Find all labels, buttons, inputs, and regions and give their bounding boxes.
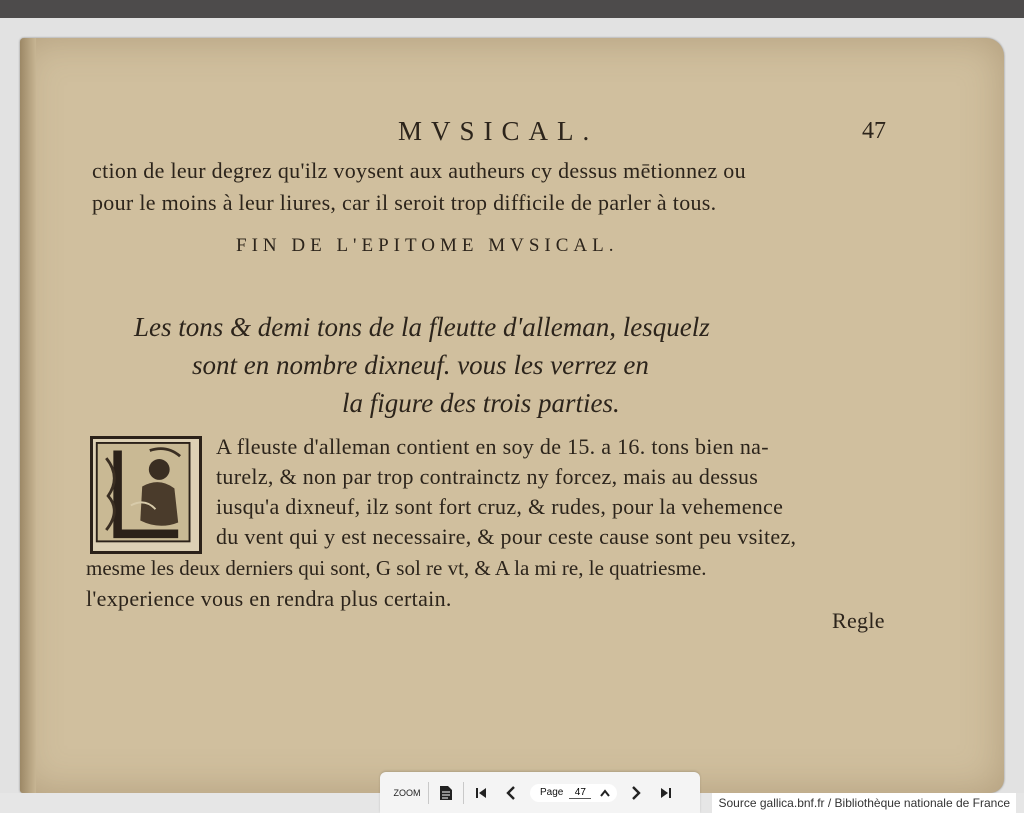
- page-spine: [20, 38, 36, 793]
- document-icon[interactable]: [431, 778, 461, 808]
- running-head: MVSICAL.: [398, 116, 599, 146]
- viewer-controls: [380, 772, 700, 813]
- document-viewer[interactable]: [0, 18, 1024, 793]
- text-line: pour le moins à leur liures, car il seroit trop difficile de parler à tous.: [92, 190, 717, 215]
- divider: [463, 782, 464, 804]
- italic-heading-line: Les tons & demi tons de la fleutte d'alleman, lesquelz: [134, 312, 710, 342]
- previous-page-icon[interactable]: [496, 778, 526, 808]
- page-up-icon[interactable]: [597, 785, 613, 801]
- page-label: Page: [540, 787, 564, 798]
- viewer-title-bar: [0, 0, 1024, 18]
- page-number: 47: [862, 118, 886, 144]
- section-end-heading: FIN DE L'EPITOME MVSICAL.: [236, 235, 619, 256]
- text-line: l'experience vous en rendra plus certain.: [86, 586, 452, 611]
- text-line: iusqu'a dixneuf, ilz sont fort cruz, & rudes, pour la vehemence: [216, 494, 784, 519]
- next-page-icon[interactable]: [621, 778, 651, 808]
- zoom-button[interactable]: ZOOM: [393, 787, 421, 798]
- book-page: [20, 38, 1004, 793]
- text-line: A fleuste d'alleman contient en soy de 15. a 16. tons bien na-: [216, 434, 769, 459]
- woodcut-illustration-icon: [93, 439, 199, 551]
- last-page-icon[interactable]: [651, 778, 681, 808]
- divider: [428, 782, 429, 804]
- text-line: du vent qui y est necessaire, & pour ceste cause sont peu vsitez,: [216, 524, 797, 549]
- source-credit[interactable]: Source gallica.bnf.fr / Bibliothèque nationale de France: [712, 793, 1016, 813]
- first-page-icon[interactable]: [466, 778, 496, 808]
- text-line: mesme les deux derniers qui sont, G sol re vt, & A la mi re, le quatriesme.: [86, 556, 707, 580]
- text-line: ction de leur degrez qu'ilz voysent aux autheurs cy dessus mētionnez ou: [92, 158, 746, 183]
- text-line: turelz, & non par trop contrainctz ny forcez, mais au dessus: [216, 464, 759, 489]
- page-selector: [530, 784, 617, 802]
- catchword: Regle: [832, 608, 885, 633]
- italic-heading-line: la figure des trois parties.: [342, 388, 620, 418]
- italic-heading-line: sont en nombre dixneuf. vous les verrez en: [192, 350, 649, 380]
- page-number-input[interactable]: [569, 787, 591, 799]
- decorated-initial-l: [90, 436, 202, 554]
